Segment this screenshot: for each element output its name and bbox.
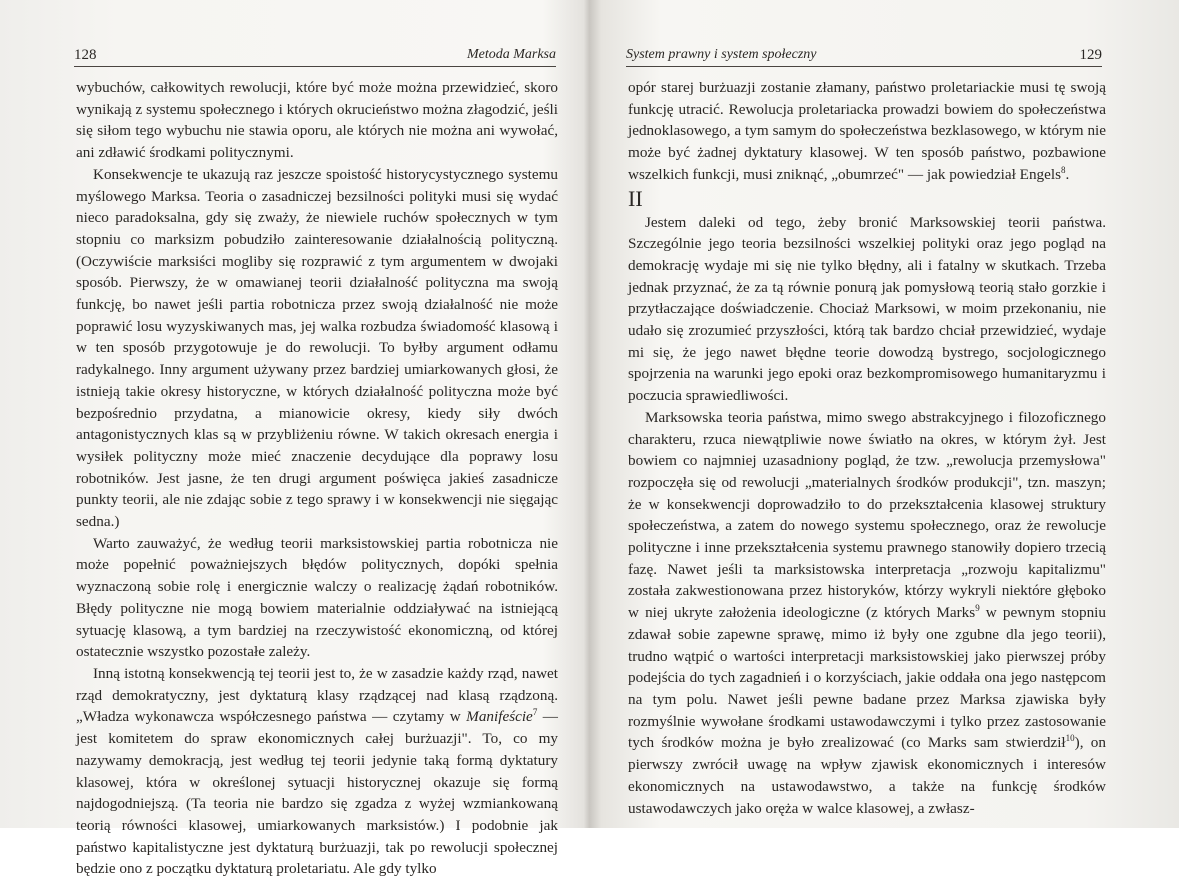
paragraph: [628, 407, 1106, 819]
footnote-ref: 8: [1061, 164, 1066, 175]
paragraph-text: Marksowska teoria państwa, mimo swego abstrakcyjnego i filozoficznego charakteru, rzuca niewątpliwie nowe światło na okres, w którym żył. Jest bowiem co najmniej uzasadniony pogląd, że tzw. „rewolucja przemysłowa" rozpoczęła się od rewolucji „materialnych środków produkcji", tzn. maszyn; że w konsekwencji doprowadziło to do przekształcenia klasowej struktury społeczeństwa, a zatem do nowego systemu społecznego, oraz że rewolucje polityczne i inne przekształcenia systemu prawnego stanowiły dopiero trzecią fazę. Nawet jeśli ta marksistowska interpretacja „rozwoju kapitalizmu" została zakwestionowana przez historyków, którzy wykryli niektóre głęboko w niej ukryte założenia ideologiczne (z których Marks: [628, 408, 1106, 622]
footnote-ref: 10: [1065, 733, 1075, 744]
paragraph: Jestem daleki od tego, żeby bronić Marksowskiej teorii państwa. Szczególnie jego teoria bezsilności wszelkiej polityki oraz jego pogląd na demokrację wydaje mi się nie tylko błędny, ali i fatalny w skutkach. Trzeba jednak przyznać, że za tą równie ponurą jak pomysłową teorią stało gorzkie i przytłaczające doświadczenie. Chociaż Marksowi, w moim przekonaniu, nie udało się zrozumieć przyszłości, którą tak bardzo chciał przewidzieć, wydaje mi się, że jego nawet błędne teorie dowodzą bystrego, socjologicznego spojrzenia na warunki jego epoki oraz bezkompromisowego humanitaryzmu i poczucia sprawiedliwości.: [628, 213, 1106, 405]
left-page: [0, 0, 590, 878]
running-head: System prawny i system społeczny: [626, 47, 817, 62]
paragraph-text: Inną istotną konsekwencją tej teorii jest to, że w zasadzie każdy rząd, nawet rząd demokratyczny, jest dyktaturą klasy rządzącej nad klasą rządzoną. „Władza wykonawcza współczesnego państwa — czytamy w: [76, 664, 558, 726]
paragraph-text: w pewnym stopniu zdawał sobie zapewne sprawę, mimo iż były one zgubne dla jego teorii), trudno wątpić o wartości interpretacji marksistowskiej jako pierwszej próby podejścia do tych zagadnień i o korzyściach, jakie oddała ona jego następcom na tym polu. Nawet jeśli pewne badane przez Marksa zjawiska były rozmyślnie wywołane środkami ustawodawczymi i tylko przez zastosowanie tych środków można je było zrealizować (co Marks sam stwierdził: [628, 604, 1106, 752]
section-heading: II: [628, 185, 643, 211]
paragraph: Konsekwencje te ukazują raz jeszcze spoistość historycystycznego systemu myślowego Marksa. Teoria o zasadniczej bezsilności polityki musi się wydać nieco paradoksalna, gdy się zważy, że niewiele ruchów społecznych w tym stopniu co marksizm pobudziło zainteresowanie działalnością polityczną. (Oczywiście marksiści mogliby się rozprawić z tym argumentem w dwojaki sposób. Pierwszy, że w omawianej teorii działalność polityczna ma swoją funkcję, bo nawet jeśli partia robotnicza przez swoją działalność nie może poprawić losu wyzyskiwanych mas, jej walka rozbudza świadomość klasową i w ten sposób przygotowuje je do rewolucji. To byłby argument odłamu radykalnego. Inny argument używany przez bardziej umiarkowanych głosi, że istnieją takie okresy historyczne, w których działalność polityczna może być bezpośrednio przydatna, a mianowicie okresy, kiedy siły dwóch antagonistycznych klas są w przybliżeniu równe. W takich okresach energia i wysiłek polityczny może mieć znaczenie decydujące dla poprawy losu robotników. Jest jasne, że ten drugi argument poświęca jakieś zasadnicze punkty teorii, ale nie zdając sobie z tego sprawy i w konsekwencji nie sięgając sedna.): [76, 165, 558, 531]
right-page: [590, 0, 1179, 828]
paragraph-text: ), on pierwszy zwrócił uwagę na wpływ zjawisk ekonomicznych i interesów ekonomicznych na ustawodawstwo, a także na funkcję środków ustawodawczych jako oręża w walce klasowej, a zwłasz-: [628, 734, 1106, 817]
running-head: Metoda Marksa: [466, 47, 556, 62]
footnote-ref: 7: [532, 707, 538, 718]
left-page-header: [74, 44, 556, 67]
page-number: 128: [74, 47, 97, 63]
paragraph-text: .: [1065, 165, 1070, 183]
paragraph-text: opór starej burżuazji zostanie złamany, państwo proletariackie musi tę swoją funkcję utracić. Rewolucja proletariacka prowadzi bowiem do społeczeństwa jednoklasowego, a tym samym do społeczeństwa bezklasowego, w którym nie może być żadnej dyktatury klasowej. W ten sposób państwo, pozbawione wszelkich funkcji, musi zniknąć, „obumrzeć" — jak powiedział Engels: [628, 79, 1106, 183]
paragraph: [76, 663, 558, 880]
paragraph: Warto zauważyć, że według teorii marksistowskiej partia robotnicza nie może popełnić poważniejszych błędów politycznych, dopóki spełnia wyznaczoną sobie rolę i energicznie walczy o realizację żądań robotników. Błędy polityczne nie mogą bowiem materialnie oddziaływać na istniejącą sytuację klasową, a tym bardziej na rzeczywistość ekonomiczną, od której ostatecznie wszystko pozostałe zależy.: [76, 534, 558, 661]
right-page-body: [628, 77, 1106, 819]
paragraph: wybuchów, całkowitych rewolucji, które być może można przewidzieć, skoro wynikają z systemu społecznego i których okrucieństwo można złagodzić, jeśli się siłom tego wybuchu nie stawia oporu, ale których nie można ani wywołać, ani zdławić środkami politycznymi.: [76, 79, 558, 162]
right-page-header: [626, 44, 1102, 67]
footnote-ref: 9: [975, 603, 980, 614]
paragraph-text: — jest komitetem do spraw ekonomicznych całej burżuazji". To, co my nazywamy demokracją, jest według tej teorii jedynie taką formą dyktatury klasowej, która w określonej sytuacji historycznej okazuje się formą najdogodniejszą. (Ta teoria nie bardzo się zgadza z wyżej wzmiankowaną teorią równości klasowej, umiarkowanych marksistów.) I podobnie jak państwo kapitalistyczne jest dyktaturą burżuazji, tak po rewolucji społecznej będzie ono z początku dyktaturą proletariatu. Ale gdy tylko: [76, 708, 558, 878]
page-number: 129: [1079, 47, 1102, 63]
paragraph: [628, 77, 1106, 186]
left-page-body: [76, 77, 558, 880]
italic-title: Manifeście: [466, 708, 533, 726]
